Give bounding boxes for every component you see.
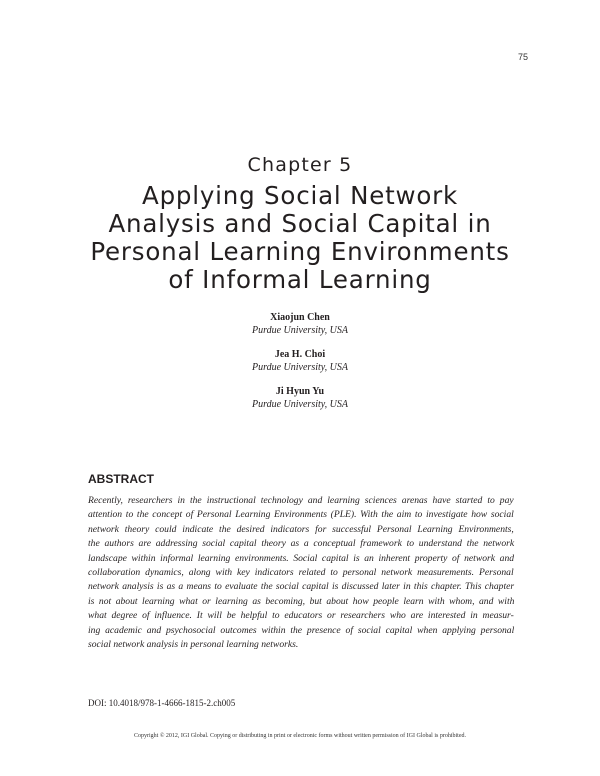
abstract-line: Recently, researchers in the instructional technology and learning sciences arenas have started to pay [88,495,514,506]
abstract-line: is not about learning what or learning as becoming, but about how people learn with whom, and with [88,595,515,607]
chapter-title [60,182,540,294]
title-line: Personal Learning Environments [90,237,510,266]
author-block [0,385,600,411]
abstract-line: network theory could indicate the desired indicators for successful Personal Learning Environments, [88,523,514,535]
abstract-line: social network analysis in personal learning networks. [88,639,299,651]
chapter-label: Chapter 5 [247,154,353,176]
abstract-line: attention to the concept of Personal Learning Environments (PLE). With the aim to investigate how social [88,509,514,521]
title-line: Applying Social Network [142,181,458,210]
author-name: Xiaojun Chen [270,312,330,323]
abstract-body [88,494,514,652]
page-number: 75 [517,52,528,62]
abstract-line: collaboration dynamics, along with key indicators related to personal network measurements. Personal [88,567,514,579]
doi: DOI: 10.4018/978-1-4666-1815-2.ch005 [88,698,236,708]
author-affiliation: Purdue University, USA [251,399,348,410]
abstract-line: ing academic and psychosocial outcomes within the presence of social capital when applying personal [88,624,515,636]
author-block [0,311,600,337]
author-affiliation: Purdue University, USA [251,362,348,373]
title-line: of Informal Learning [168,265,432,294]
abstract-line: the authors are addressing social capital theory as a conceptual framework to understand the network [88,538,515,550]
author-block [0,348,600,374]
abstract-line: landscape within informal learning environments. Social capital is an inherent property of network and [88,552,515,564]
author-name: Ji Hyun Yu [275,386,325,397]
copyright-notice: Copyright © 2012, IGI Global. Copying or distributing in print or electronic forms without written permission of IGI Global is prohibited. [133,733,466,739]
author-affiliation: Purdue University, USA [251,325,348,336]
title-line: Analysis and Social Capital in [108,209,492,238]
abstract-heading: ABSTRACT [88,472,154,486]
author-list [0,311,600,422]
author-name: Jea H. Choi [274,349,326,360]
abstract-line: network analysis is as a means to evaluate the social capital is discussed later in this chapter. This chapter [88,581,515,593]
abstract-line: what degree of influence. It will be helpful to educators or researchers who are interested in measur- [88,610,514,622]
